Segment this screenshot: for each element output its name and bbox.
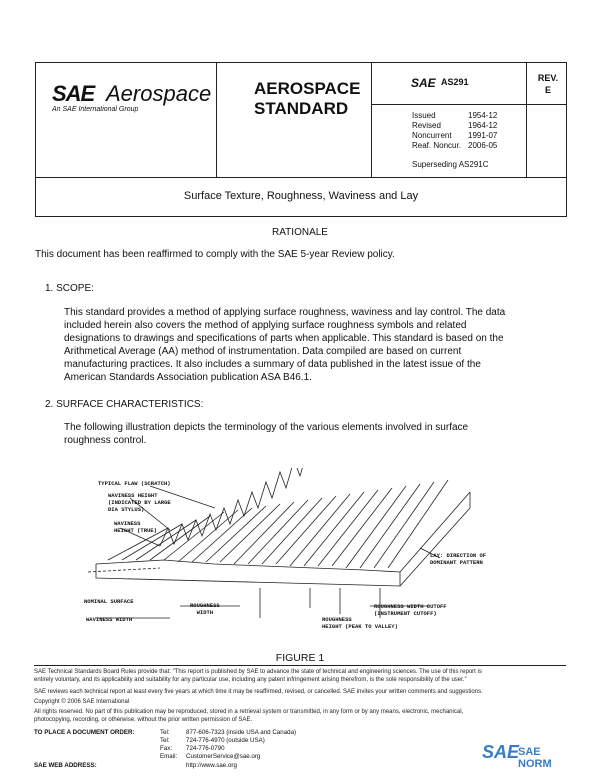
order-label: TO PLACE A DOCUMENT ORDER:: [34, 729, 135, 736]
sae-norm-stamp: [482, 742, 572, 772]
footer-divider: [34, 665, 566, 666]
contact-list: Tel: 877-606-7323 (inside USA and Canada) Tel: 724-776-4970 (outside USA) Fax: 724-776-0790 Email: CustomerService@sae.org: [160, 729, 297, 760]
figure-caption: FIGURE 1: [275, 652, 325, 664]
label-nominal-surface: NOMINAL SURFACE: [84, 598, 134, 605]
label-roughness-height: ROUGHNESS HEIGHT (PEAK TO VALLEY): [322, 616, 398, 630]
section-2-heading: 2. SURFACE CHARACTERISTICS:: [45, 399, 204, 410]
document-dates: Issued 1954-12 Revised 1964-12 Noncurrent 1991-07 Reaf. Noncur. 2006-05: [412, 111, 498, 150]
doc-sae-mark: SAE: [411, 76, 436, 90]
rationale-text: This document has been reaffirmed to comply with the SAE 5-year Review policy.: [35, 249, 395, 260]
stamp-text: SAE NORM: [518, 746, 552, 770]
label-waviness-width: WAVINESS WIDTH: [86, 616, 133, 623]
superseding-note: Superseding AS291C: [412, 160, 489, 169]
standard-title: AEROSPACE STANDARD: [254, 79, 361, 118]
document-header: [35, 62, 567, 178]
block-front-edge: [96, 560, 400, 572]
footer-rules: SAE Technical Standards Board Rules provide that: "This report is published by SAE to advance the state of technical and engineering sciences. The use of this report is entirely voluntary, and its applicability and suitability for any particular use, including any patent infringement arising therefrom, is the sole responsibility of the user.": [34, 669, 482, 683]
label-lay: LAY: DIRECTION OF DOMINANT PATTERN: [430, 552, 487, 566]
web-label: SAE WEB ADDRESS:: [34, 762, 97, 769]
revision-box: REV. E: [537, 73, 559, 95]
section-1-body: This standard provides a method of applying surface roughness, waviness and lay control. The data included herein also covers the method of applying surface roughness symbols and related designations to drawings and specifications of parts when applicable. This standard is based on the Arithmetical Average (AA) method of instrumentation. Data compiled are based on current manufacturing practices. It also includes a summary of data published in the latest issue of the American Standards Association publication ASA B46.1.: [64, 307, 506, 383]
label-waviness-true: WAVINESS HEIGHT (TRUE): [114, 520, 157, 534]
document-subject: Surface Texture, Roughness, Waviness and Lay: [35, 176, 567, 217]
sae-logo: SAE: [52, 81, 95, 106]
section-2-body: The following illustration depicts the terminology of the various elements involved in surface roughness control.: [64, 422, 469, 446]
footer-review: SAE reviews each technical report at least every five years at which time it may be reaffirmed, revised, or cancelled. SAE invites your written comments and suggestions.: [34, 689, 483, 695]
section-1-heading: 1. SCOPE:: [45, 283, 94, 294]
footer-rights: All rights reserved. No part of this publication may be reproduced, stored in a retrieval system or transmitted, in any form or by any means, electronic, mechanical, photocopying, recording, or otherwise, without the prior written permission of SAE.: [34, 709, 464, 723]
footer-copyright: Copyright © 2006 SAE International: [34, 699, 130, 705]
stamp-sae-mark: SAE: [482, 742, 520, 762]
label-roughness-width: ROUGHNESS WIDTH: [190, 602, 220, 616]
logo-subtitle: An SAE International Group: [52, 106, 139, 113]
nominal-surface-line: [88, 568, 160, 572]
rationale-heading: RATIONALE: [272, 227, 328, 238]
label-roughness-cutoff: ROUGHNESS WIDTH CUTOFF (INSTRUMENT CUTOFF): [374, 603, 447, 617]
web-address[interactable]: http://www.sae.org: [186, 762, 237, 769]
aerospace-logo-text: Aerospace: [106, 81, 212, 106]
label-typical-flaw: TYPICAL FLAW (SCRATCH): [98, 480, 171, 487]
label-waviness-height: WAVINESS HEIGHT (INDICATED BY LARGE DIA STYLUS): [108, 492, 171, 513]
doc-number: AS291: [441, 77, 469, 87]
